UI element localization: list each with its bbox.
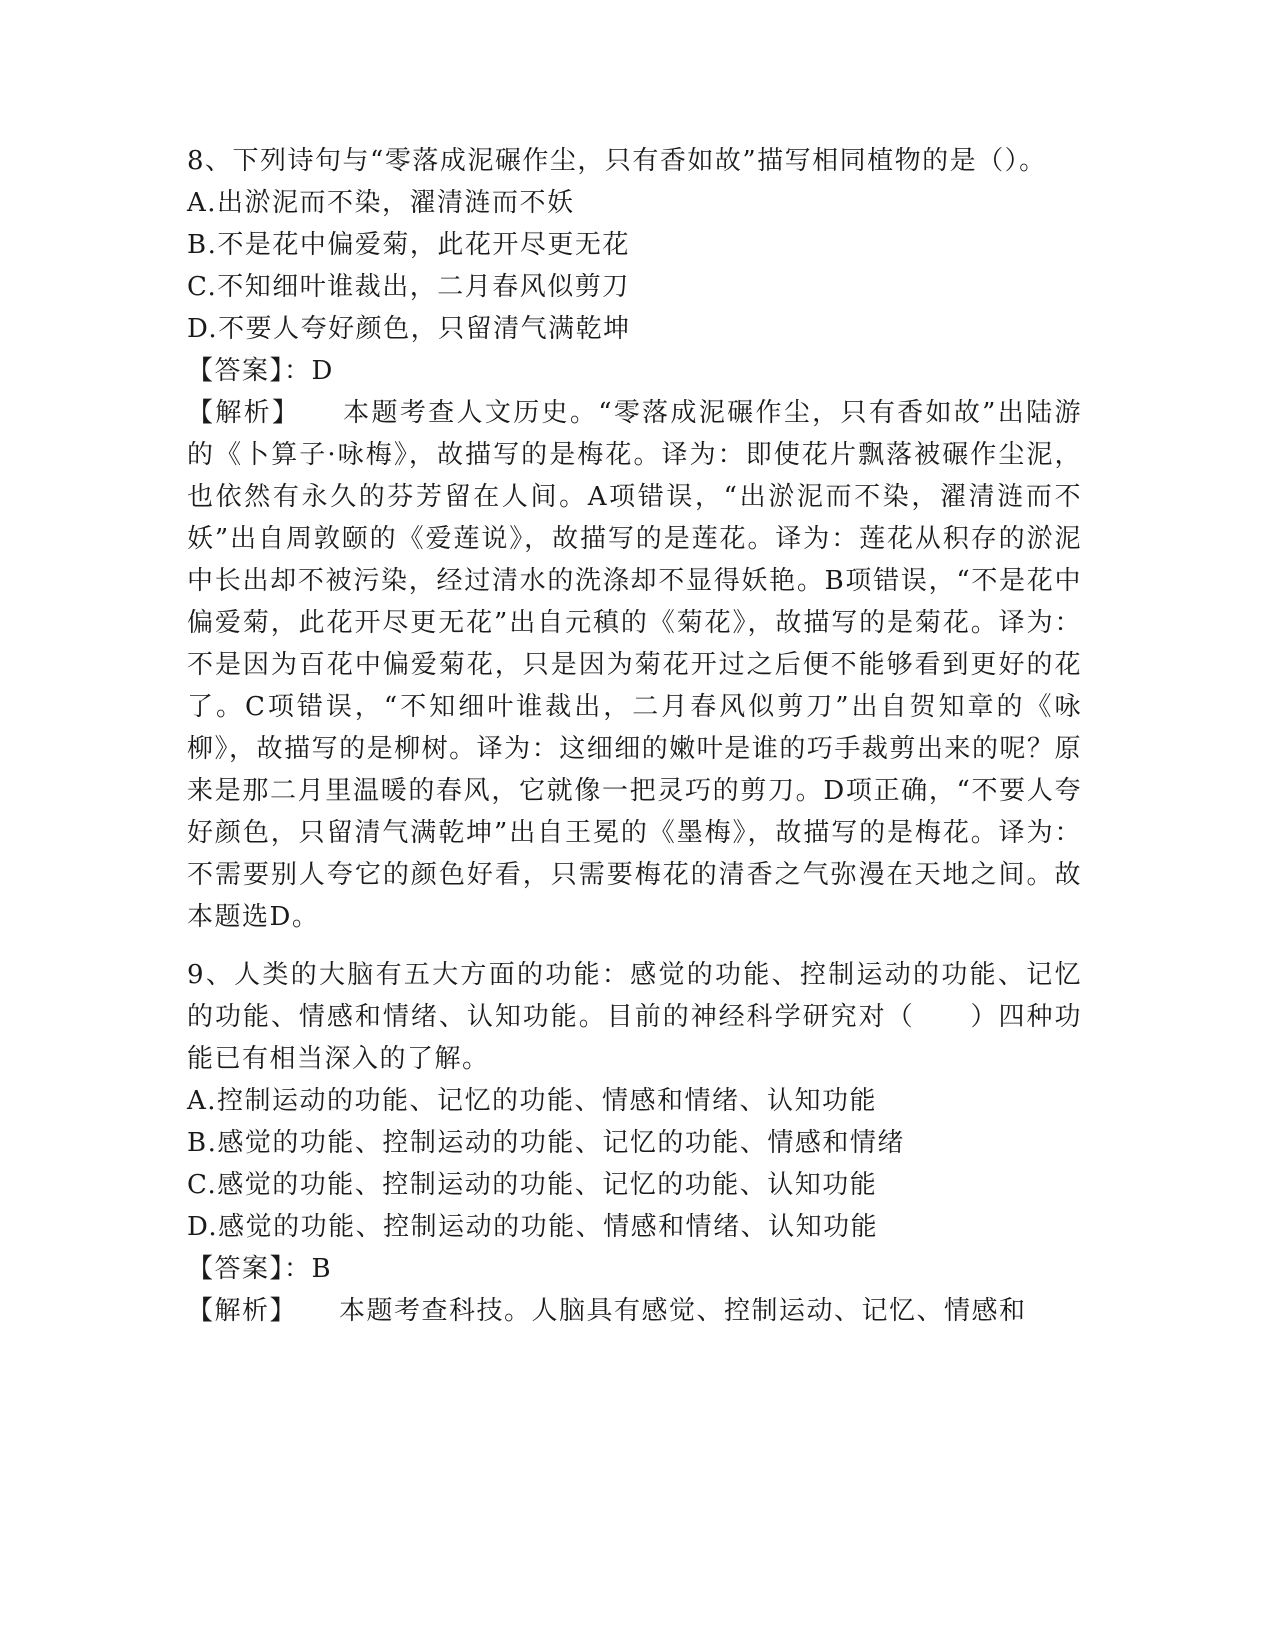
analysis-paragraph [187, 392, 1082, 938]
option-b: B.不是花中偏爱菊，此花开尽更无花 [187, 230, 630, 260]
analysis-label: 【解析】 [187, 398, 301, 428]
answer-label: 【答案】： [187, 356, 312, 386]
answer-line [187, 350, 1082, 392]
question-stem: 8、下列诗句与“零落成泥碾作尘，只有香如故”描写相同植物的是（）。 [187, 146, 1047, 176]
analysis-text: 本题考查科技。人脑具有感觉、控制运动、记忆、情感和 [339, 1296, 1027, 1326]
answer-value: B [311, 1254, 333, 1284]
option-c: C.不知细叶谁裁出，二月春风似剪刀 [187, 272, 630, 302]
document-content [187, 140, 1082, 1332]
option-a: A.出淤泥而不染，濯清涟而不妖 [187, 188, 575, 218]
question-block [187, 954, 1082, 1332]
analysis-paragraph [187, 1290, 1082, 1332]
option-d: D.感觉的功能、控制运动的功能、情感和情绪、认知功能 [187, 1212, 879, 1242]
answer-line [187, 1248, 1082, 1290]
option-a: A.控制运动的功能、记忆的功能、情感和情绪、认知功能 [187, 1086, 878, 1116]
question-block [187, 140, 1082, 938]
option-b: B.感觉的功能、控制运动的功能、记忆的功能、情感和情绪 [187, 1128, 905, 1158]
answer-label: 【答案】： [187, 1254, 312, 1284]
answer-value: D [311, 356, 334, 386]
analysis-text: 本题考查人文历史。“零落成泥碾作尘，只有香如故”出陆游的《卜算子·咏梅》，故描写的是梅花。译为：即使花片飘落被碾作尘泥，也依然有永久的芬芳留在人间。A项错误，“出淤泥而不染，濯清涟而不妖”出自周敦颐的《爱莲说》，故描写的是莲花。译为：莲花从积存的淤泥中长出却不被污染，经过清水的洗涤却不显得妖艳。B项错误，“不是花中偏爱菊，此花开尽更无花”出自元稹的《菊花》，故描写的是菊花。译为：不是因为百花中偏爱菊花，只是因为菊花开过之后便不能够看到更好的花了。C项错误，“不知细叶谁裁出，二月春风似剪刀”出自贺知章的《咏柳》，故描写的是柳树。译为：这细细的嫩叶是谁的巧手裁剪出来的呢？原来是那二月里温暖的春风，它就像一把灵巧的剪刀。D项正确，“不要人夸好颜色，只留清气满乾坤”出自王冕的《墨梅》，故描写的是梅花。译为：不需要别人夸它的颜色好看，只需要梅花的清香之气弥漫在天地之间。故本题选D。 [187, 398, 1082, 932]
option-d: D.不要人夸好颜色，只留清气满乾坤 [187, 314, 631, 344]
analysis-label: 【解析】 [187, 1296, 298, 1326]
question-stem: 9、人类的大脑有五大方面的功能：感觉的功能、控制运动的功能、记忆的功能、情感和情绪、认知功能。目前的神经科学研究对（ ）四种功能已有相当深入的了解。 [187, 960, 1082, 1074]
option-c: C.感觉的功能、控制运动的功能、记忆的功能、认知功能 [187, 1170, 878, 1200]
